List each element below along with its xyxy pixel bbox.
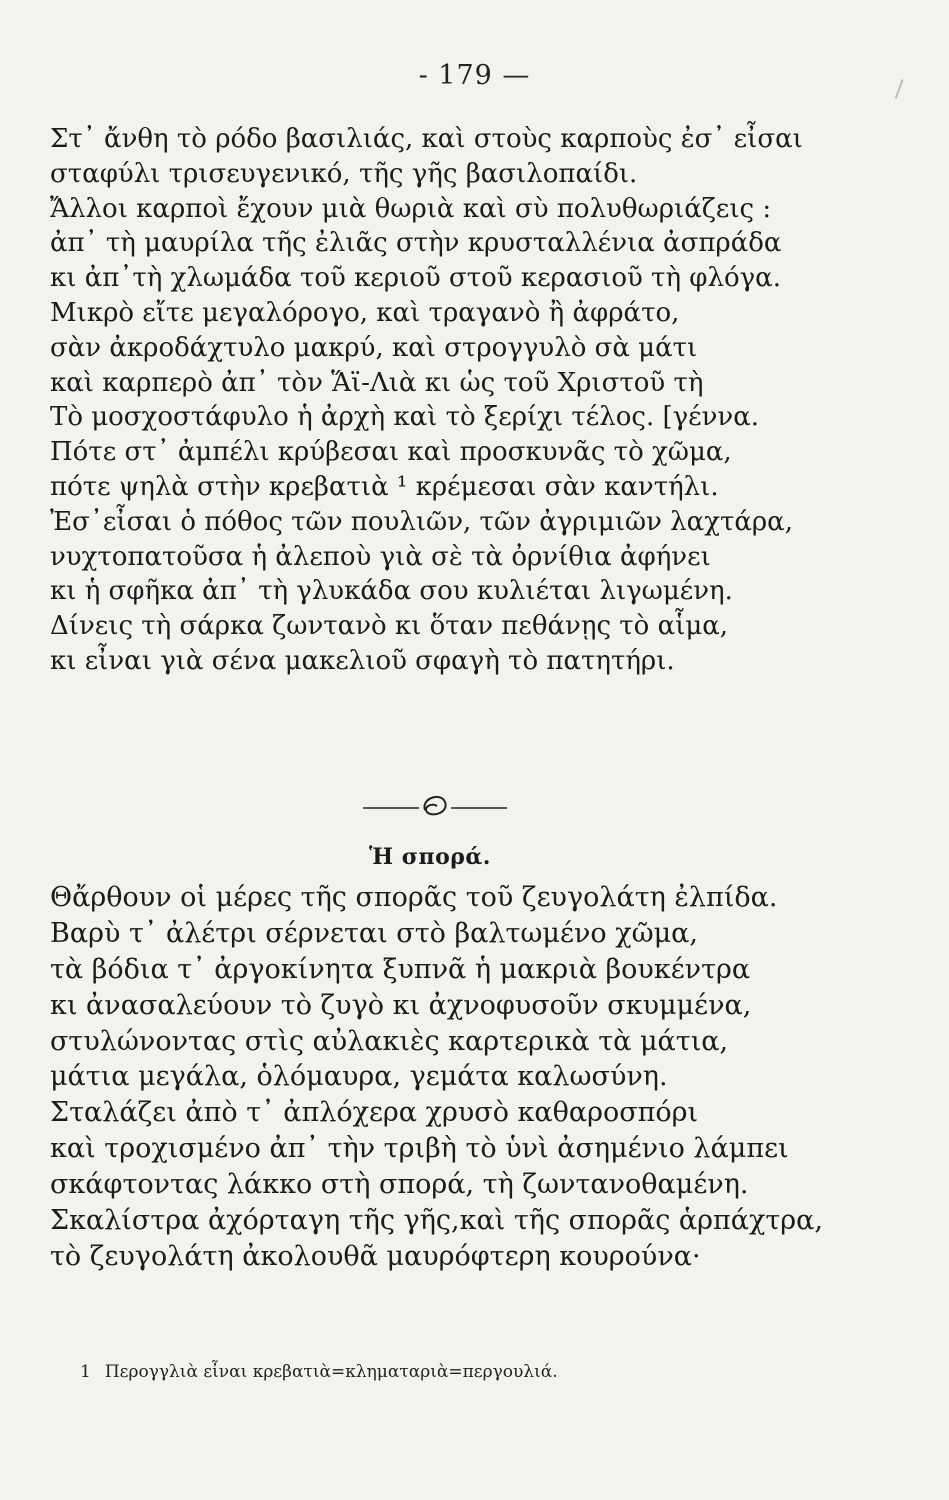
- poem-line: καὶ καρπερὸ ἀπ᾽ τὸν Ἅϊ-Λιὰ κι ὡς τοῦ Χριστοῦ τὴ: [50, 367, 704, 398]
- poem-top: [50, 122, 890, 679]
- poem-line: μάτια μεγάλα, ὁλόμαυρα, γεμάτα καλωσύνη.: [50, 1061, 668, 1093]
- poem-line: Μικρὸ εἴτε μεγαλόρογο, καὶ τραγανὸ ἢ ἀφράτο,: [50, 297, 680, 328]
- poem-line: Ἄλλοι καρποὶ ἔχουν μιὰ θωριὰ καὶ σὺ πολυθωριάζεις :: [50, 193, 772, 224]
- poem-line: Θἄρθουν οἱ μέρες τῆς σπορᾶς τοῦ ζευγολάτη ἐλπίδα.: [50, 882, 778, 913]
- poem-line: στυλώνοντας στὶς αὐλακιὲς καρτερικὰ τὰ μάτια,: [50, 1025, 729, 1057]
- poem-line: σὰν ἀκροδάχτυλο μακρύ, καὶ στρογγυλὸ σὰ μάτι: [50, 332, 698, 363]
- page-number: - 179 —: [418, 60, 531, 91]
- poem-line: Στ᾽ ἄνθη τὸ ρόδο βασιλιάς, καὶ στοὺς καρποὺς ἐσ᾽ εἶσαι: [50, 124, 803, 154]
- poem-line: Σταλάζει ἀπὸ τ᾽ ἀπλόχερα χρυσὸ καθαροσπόρι: [50, 1097, 699, 1129]
- section-title: Ἡ σπορά.: [369, 844, 491, 870]
- footnote-number: 1: [80, 1362, 91, 1382]
- poem-line: Πότε στ᾽ ἀμπέλι κρύβεσαι καὶ προσκυνᾶς τὸ χῶμα,: [50, 437, 732, 468]
- poem-line: κι ἡ σφῆκα ἀπ᾽ τὴ γλυκάδα σου κυλιέται λιγωμένη.: [50, 576, 733, 607]
- poem-line: σκάφτοντας λάκκο στὴ σπορά, τὴ ζωντανοθαμένη.: [50, 1169, 749, 1201]
- poem-line: Σκαλίστρα ἀχόρταγη τῆς γῆς,καὶ τῆς σπορᾶς ἁρπάχτρα,: [50, 1205, 823, 1237]
- footnote: [80, 1362, 558, 1382]
- poem-line: Τὸ μοσχοστάφυλο ἡ ἀρχὴ καὶ τὸ ξερίχι τέλος. [γέννα.: [50, 402, 760, 433]
- poem-line: ἀπ᾽ τὴ μαυρίλα τῆς ἐλιᾶς στὴν κρυσταλλένια ἀσπράδα: [50, 228, 782, 259]
- poem-line: Βαρὺ τ᾽ ἀλέτρι σέρνεται στὸ βαλτωμένο χῶμα,: [50, 917, 698, 949]
- poem-line: νυχτοπατοῦσα ἡ ἀλεποὺ γιὰ σὲ τὰ ὀρνίθια ἀφήνει: [50, 541, 711, 572]
- poem-line: πότε ψηλὰ στὴν κρεβατιὰ ¹ κρέμεσαι σὰν καντήλι.: [50, 471, 719, 502]
- poem-line: Δίνεις τὴ σάρκα ζωντανὸ κι ὅταν πεθάνῃς τὸ αἷμα,: [50, 611, 729, 642]
- footnote-text: Περογγλιὰ εἶναι κρεβατιὰ=κληματαριὰ=περγουλιά.: [104, 1362, 558, 1382]
- poem-line: τὸ ζευγολάτη ἀκολουθᾶ μαυρόφτερη κουρούνα·: [50, 1240, 701, 1272]
- section-divider-ornament: [355, 786, 515, 826]
- poem-line: κι ἀνασαλεύουν τὸ ζυγὸ κι ἀχνοφυσοῦν σκυμμένα,: [50, 989, 752, 1021]
- poem-line: κι εἶναι γιὰ σένα μακελιοῦ σφαγὴ τὸ πατητήρι.: [50, 645, 675, 676]
- poem-line: Ἐσ᾽εἶσαι ὁ πόθος τῶν πουλιῶν, τῶν ἀγριμιῶν λαχτάρα,: [50, 506, 793, 537]
- poem-line: τὰ βόδια τ᾽ ἀργοκίνητα ξυπνᾶ ἡ μακριὰ βουκέντρα: [50, 953, 751, 985]
- poem-line: κι ἀπ᾽τὴ χλωμάδα τοῦ κεριοῦ στοῦ κερασιοῦ τὴ φλόγα.: [50, 263, 781, 294]
- poem-line: καὶ τροχισμένο ἀπ᾽ τὴν τριβὴ τὸ ὑνὶ ἀσημένιο λάμπει: [50, 1133, 789, 1165]
- poem-line: σταφύλι τρισευγενικό, τῆς γῆς βασιλοπαίδι.: [50, 158, 638, 189]
- poem-bottom: [50, 880, 890, 1275]
